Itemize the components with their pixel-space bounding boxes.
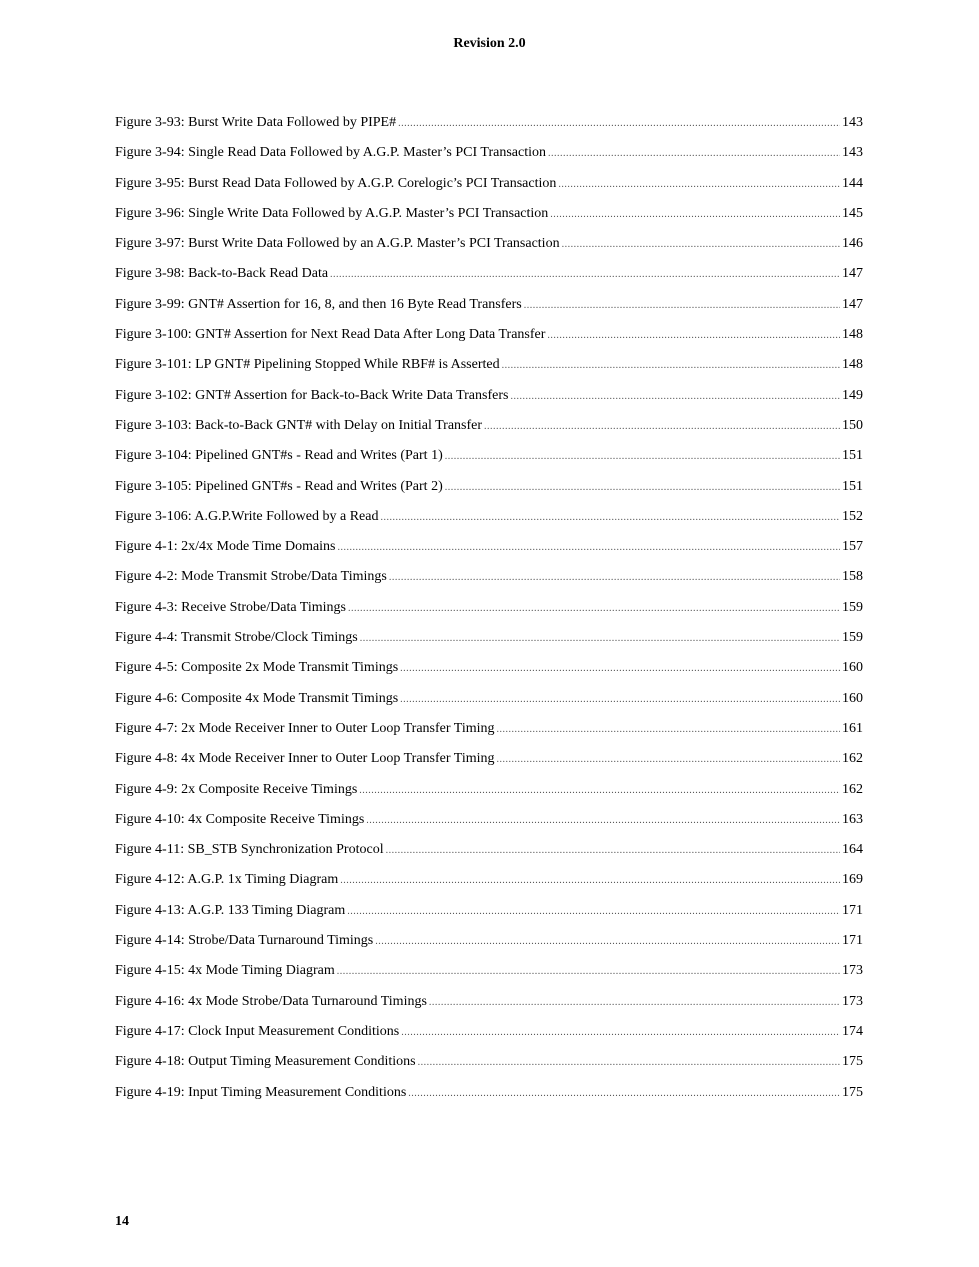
toc-entry[interactable] [115, 1054, 863, 1084]
toc-entry[interactable] [115, 327, 863, 357]
toc-entry-label: Figure 4-19: Input Timing Measurement Conditions [115, 1084, 407, 1100]
dot-leader [398, 118, 840, 129]
toc-entry-label: Figure 3-99: GNT# Assertion for 16, 8, and then 16 Byte Read Transfers [115, 296, 522, 312]
toc-entry[interactable] [115, 145, 863, 175]
toc-entry-page-number: 162 [842, 751, 863, 767]
toc-entry[interactable] [115, 630, 863, 660]
toc-entry-label: Figure 4-2: Mode Transmit Strobe/Data Timings [115, 569, 387, 585]
toc-entry-page-number: 157 [842, 539, 863, 555]
toc-entry-page-number: 175 [842, 1054, 863, 1070]
toc-entry-label: Figure 3-93: Burst Write Data Followed by PIPE# [115, 115, 397, 130]
toc-entry[interactable] [115, 176, 863, 206]
dot-leader [359, 785, 840, 796]
toc-entry-label: Figure 4-9: 2x Composite Receive Timings [115, 781, 358, 797]
toc-entry-label: Figure 4-8: 4x Mode Receiver Inner to Outer Loop Transfer Timing [115, 751, 495, 767]
toc-entry-page-number: 148 [842, 327, 863, 343]
dot-leader [547, 330, 840, 341]
toc-entry-label: Figure 4-11: SB_STB Synchronization Protocol [115, 842, 384, 858]
toc-entry-label: Figure 4-12: A.G.P. 1x Timing Diagram [115, 872, 339, 888]
dot-leader [338, 542, 840, 553]
toc-entry[interactable] [115, 569, 863, 599]
dot-leader [348, 603, 840, 614]
dot-leader [502, 360, 840, 371]
toc-entry-label: Figure 4-3: Receive Strobe/Data Timings [115, 599, 346, 615]
toc-entry-label: Figure 3-106: A.G.P.Write Followed by a Read [115, 508, 379, 524]
dot-leader [400, 694, 840, 705]
dot-leader [558, 179, 840, 190]
dot-leader [380, 512, 840, 523]
toc-entry[interactable] [115, 1024, 863, 1054]
toc-entry[interactable] [115, 479, 863, 509]
toc-entry-page-number: 148 [842, 357, 863, 373]
page-header: Revision 2.0 [453, 36, 526, 51]
toc-entry[interactable] [115, 509, 863, 539]
toc-entry-page-number: 169 [842, 872, 863, 888]
dot-leader [401, 1027, 840, 1038]
toc-entry-page-number: 144 [842, 175, 863, 191]
toc-entry[interactable] [115, 266, 863, 296]
toc-entry[interactable] [115, 872, 863, 902]
toc-entry[interactable] [115, 357, 863, 387]
toc-entry-label: Figure 3-102: GNT# Assertion for Back-to-Back Write Data Transfers [115, 387, 509, 403]
dot-leader [510, 391, 840, 402]
dot-leader [366, 815, 840, 826]
dot-leader [550, 209, 840, 220]
dot-leader [445, 482, 840, 493]
dot-leader [360, 633, 840, 644]
toc-entry[interactable] [115, 388, 863, 418]
toc-entry-page-number: 152 [842, 508, 863, 524]
toc-entry-label: Figure 4-15: 4x Mode Timing Diagram [115, 963, 335, 979]
toc-entry[interactable] [115, 539, 863, 569]
toc-entry-page-number: 175 [842, 1084, 863, 1100]
dot-leader [497, 754, 840, 765]
toc-entry[interactable] [115, 933, 863, 963]
toc-entry-label: Figure 3-104: Pipelined GNT#s - Read and Writes (Part 1) [115, 448, 443, 464]
toc-entry-page-number: 171 [842, 933, 863, 949]
toc-entry[interactable] [115, 600, 863, 630]
toc-entry[interactable] [115, 206, 863, 236]
toc-entry-page-number: 161 [842, 720, 863, 736]
list-of-figures [115, 115, 863, 1115]
toc-entry-label: Figure 4-10: 4x Composite Receive Timings [115, 811, 365, 827]
toc-entry-page-number: 150 [842, 417, 863, 433]
toc-entry-label: Figure 3-103: Back-to-Back GNT# with Delay on Initial Transfer [115, 417, 483, 433]
toc-entry[interactable] [115, 812, 863, 842]
toc-entry-page-number: 160 [842, 690, 863, 706]
toc-entry-page-number: 143 [842, 145, 863, 161]
toc-entry[interactable] [115, 751, 863, 781]
toc-entry-label: Figure 4-5: Composite 2x Mode Transmit Timings [115, 660, 399, 676]
dot-leader [445, 451, 840, 462]
toc-entry[interactable] [115, 994, 863, 1024]
toc-entry-label: Figure 3-95: Burst Read Data Followed by A.G.P. Corelogic’s PCI Transaction [115, 175, 557, 191]
dot-leader [548, 148, 840, 159]
toc-entry-page-number: 173 [842, 963, 863, 979]
toc-entry-page-number: 163 [842, 811, 863, 827]
toc-entry-page-number: 147 [842, 266, 863, 282]
toc-entry[interactable] [115, 721, 863, 751]
toc-entry-label: Figure 4-6: Composite 4x Mode Transmit Timings [115, 690, 399, 706]
toc-entry[interactable] [115, 691, 863, 721]
toc-entry-label: Figure 3-96: Single Write Data Followed by A.G.P. Master’s PCI Transaction [115, 205, 549, 221]
toc-entry-page-number: 173 [842, 993, 863, 1009]
toc-entry[interactable] [115, 963, 863, 993]
toc-entry-label: Figure 3-101: LP GNT# Pipelining Stopped While RBF# is Asserted [115, 357, 500, 373]
toc-entry-label: Figure 4-4: Transmit Strobe/Clock Timings [115, 630, 358, 646]
toc-entry-label: Figure 4-16: 4x Mode Strobe/Data Turnaround Timings [115, 993, 427, 1009]
toc-entry-label: Figure 4-13: A.G.P. 133 Timing Diagram [115, 902, 346, 918]
toc-entry-page-number: 174 [842, 1023, 863, 1039]
toc-entry-page-number: 149 [842, 387, 863, 403]
toc-entry-page-number: 145 [842, 205, 863, 221]
toc-entry-page-number: 143 [842, 115, 863, 130]
dot-leader [337, 966, 840, 977]
dot-leader [400, 663, 840, 674]
toc-entry-label: Figure 4-17: Clock Input Measurement Conditions [115, 1023, 400, 1039]
dot-leader [524, 300, 840, 311]
toc-entry-page-number: 164 [842, 842, 863, 858]
toc-entry-label: Figure 3-105: Pipelined GNT#s - Read and Writes (Part 2) [115, 478, 443, 494]
dot-leader [562, 239, 840, 250]
toc-entry-page-number: 159 [842, 599, 863, 615]
toc-entry-label: Figure 4-18: Output Timing Measurement Conditions [115, 1054, 416, 1070]
toc-entry-label: Figure 4-1: 2x/4x Mode Time Domains [115, 539, 336, 555]
dot-leader [408, 1088, 840, 1099]
toc-entry[interactable] [115, 842, 863, 872]
dot-leader [347, 906, 840, 917]
toc-entry-label: Figure 4-14: Strobe/Data Turnaround Timings [115, 933, 374, 949]
toc-entry[interactable] [115, 418, 863, 448]
dot-leader [497, 724, 840, 735]
toc-entry-page-number: 147 [842, 296, 863, 312]
toc-entry[interactable] [115, 903, 863, 933]
dot-leader [375, 936, 840, 947]
toc-entry-page-number: 158 [842, 569, 863, 585]
toc-entry[interactable] [115, 236, 863, 266]
dot-leader [386, 845, 840, 856]
page-number: 14 [115, 1214, 129, 1229]
toc-entry[interactable] [115, 448, 863, 478]
toc-entry[interactable] [115, 1085, 863, 1115]
dot-leader [330, 269, 840, 280]
toc-entry-label: Figure 3-94: Single Read Data Followed by A.G.P. Master’s PCI Transaction [115, 145, 547, 161]
toc-entry[interactable] [115, 660, 863, 690]
toc-entry[interactable] [115, 297, 863, 327]
dot-leader [418, 1057, 840, 1068]
dot-leader [484, 421, 840, 432]
toc-entry-label: Figure 3-100: GNT# Assertion for Next Read Data After Long Data Transfer [115, 327, 546, 343]
toc-entry-page-number: 159 [842, 630, 863, 646]
dot-leader [429, 997, 840, 1008]
toc-entry-label: Figure 4-7: 2x Mode Receiver Inner to Outer Loop Transfer Timing [115, 720, 495, 736]
toc-entry-page-number: 151 [842, 478, 863, 494]
toc-entry-page-number: 151 [842, 448, 863, 464]
toc-entry-page-number: 160 [842, 660, 863, 676]
toc-entry[interactable] [115, 115, 863, 145]
dot-leader [389, 572, 840, 583]
toc-entry-page-number: 146 [842, 236, 863, 252]
toc-entry-label: Figure 3-97: Burst Write Data Followed by an A.G.P. Master’s PCI Transaction [115, 236, 560, 252]
toc-entry[interactable] [115, 782, 863, 812]
toc-entry-page-number: 162 [842, 781, 863, 797]
toc-entry-label: Figure 3-98: Back-to-Back Read Data [115, 266, 329, 282]
toc-entry-page-number: 171 [842, 902, 863, 918]
dot-leader [340, 875, 840, 886]
